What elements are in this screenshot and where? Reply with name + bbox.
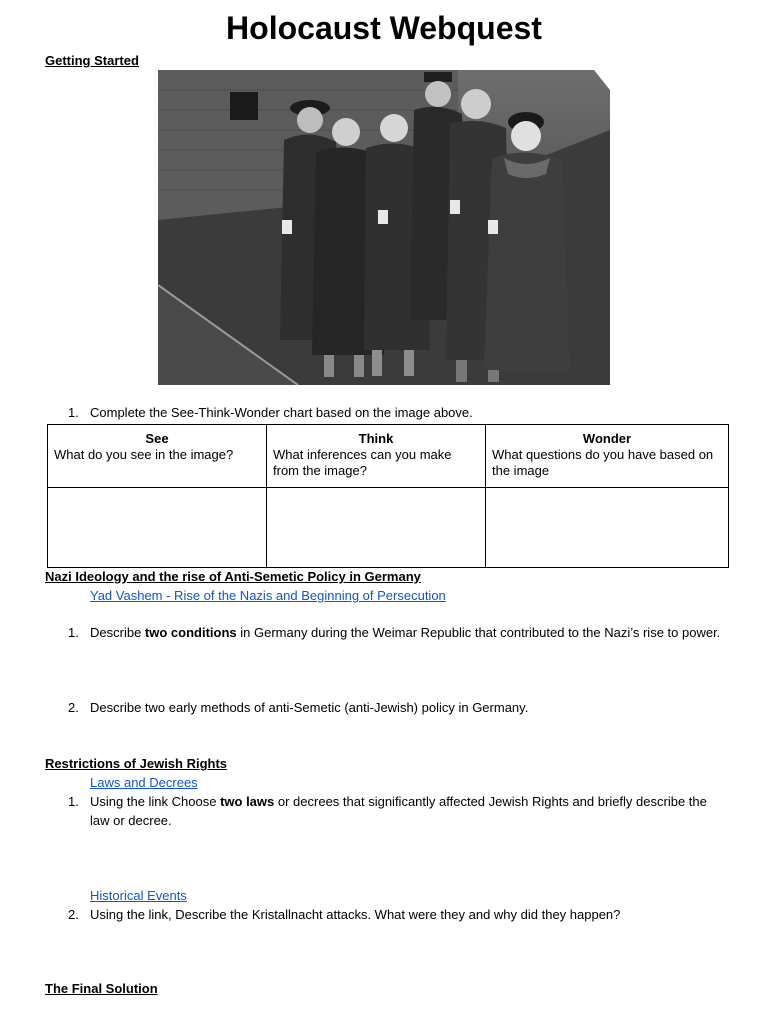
question-text — [90, 792, 728, 830]
section-heading-restrictions: Restrictions of Jewish Rights — [45, 756, 228, 771]
see-think-wonder-table — [47, 424, 729, 568]
question-text-part: Using the link Choose — [90, 794, 221, 809]
link-yad-vashem[interactable]: Yad Vashem - Rise of the Nazis and Beginning of Persecution — [90, 588, 446, 603]
question-text-part: Describe — [90, 625, 145, 640]
link-laws-and-decrees[interactable]: Laws and Decrees — [90, 775, 198, 790]
section-heading-nazi-ideology: Nazi Ideology and the rise of Anti-Semetic Policy in Germany — [45, 569, 421, 584]
question-text — [90, 623, 728, 642]
question-text-part: or decrees that significantly affected Jewish Rights and briefly describe the law or decree. — [90, 794, 707, 828]
page-title: Holocaust Webquest — [226, 10, 542, 46]
link-historical-events[interactable]: Historical Events — [90, 888, 187, 903]
list-number: 2. — [68, 907, 79, 922]
question-text-part: in Germany during the Weimar Republic that contributed to the Nazi’s rise to power. — [236, 625, 721, 640]
question-text-bold: two conditions — [144, 625, 237, 640]
wonder-header-cell — [486, 425, 729, 488]
question-early-methods — [68, 698, 728, 717]
see-answer-cell[interactable] — [48, 488, 267, 568]
list-number: 1. — [68, 794, 79, 809]
wonder-answer-cell[interactable] — [486, 488, 729, 568]
list-number: 1. — [68, 625, 79, 640]
think-column-prompt: What inferences can you make from the image? — [273, 447, 452, 478]
question-text: Describe two early methods of anti-Semetic (anti-Jewish) policy in Germany. — [90, 700, 529, 715]
photo-illustration — [158, 70, 610, 385]
question-two-conditions — [68, 623, 728, 642]
list-number: 2. — [68, 700, 79, 715]
wonder-column-prompt: What questions do you have based on the image — [492, 447, 714, 478]
list-number: 1. — [68, 405, 79, 420]
question-kristallnacht — [68, 905, 728, 924]
historical-group-photo — [158, 70, 610, 385]
section-heading-getting-started: Getting Started — [45, 53, 139, 68]
see-column-title: See — [145, 431, 169, 446]
question-see-think-wonder — [68, 403, 728, 422]
think-column-title: Think — [358, 431, 394, 446]
question-two-laws — [68, 792, 728, 830]
see-column-prompt: What do you see in the image? — [54, 447, 234, 462]
see-header-cell — [48, 425, 267, 488]
question-text-bold: two laws — [220, 794, 275, 809]
question-text: Using the link, Describe the Kristallnacht attacks. What were they and why did they happen? — [90, 907, 621, 922]
question-text: Complete the See-Think-Wonder chart based on the image above. — [90, 405, 473, 420]
section-heading-final-solution: The Final Solution — [45, 981, 158, 996]
think-header-cell — [267, 425, 486, 488]
think-answer-cell[interactable] — [267, 488, 486, 568]
wonder-column-title: Wonder — [582, 431, 632, 446]
